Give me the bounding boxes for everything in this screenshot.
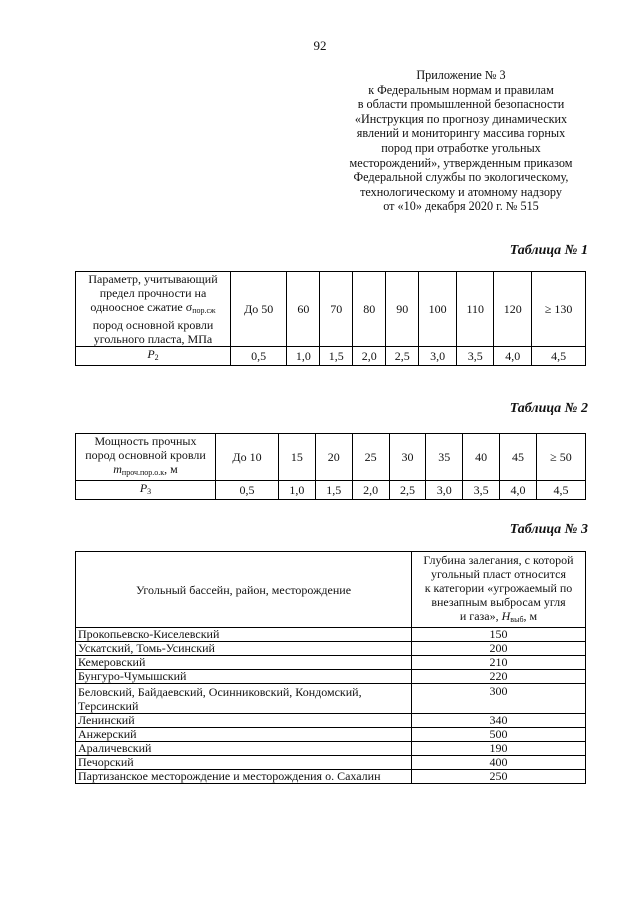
table2 [75,433,586,500]
table2-col-header: 45 [500,434,537,481]
header-subscript: пор.сж [192,306,216,315]
appendix-line: в области промышленной безопасности [357,97,565,112]
table3-col2-header [412,552,586,628]
table2-cell: 2,0 [352,481,389,500]
header-subscript: выб [510,614,524,624]
table3-row-name: Беловский, Байдаевский, Осинниковский, Кондомский, Терсинский [76,684,412,714]
table2-col-header: 35 [426,434,463,481]
table2-cell: 1,5 [315,481,352,500]
row-label-symbol: P [139,481,148,495]
table1-col-header: 100 [419,272,457,347]
table3-row-name: Печорский [76,756,412,770]
table1-col-header: 80 [353,272,386,347]
header-line: пород основной кровли [92,318,214,332]
table3-row-value: 190 [412,742,586,756]
header-line: внезапным выбросам угля [431,594,566,609]
header-line: Глубина залегания, с которой [423,552,574,567]
appendix-line: от «10» декабря 2020 г. № 515 [383,199,539,214]
table2-col-header: 25 [352,434,389,481]
table1-col-header: 60 [287,272,320,347]
page-number: 92 [313,38,327,53]
table1-cell: 2,0 [353,347,386,366]
table1-cell: 1,0 [287,347,320,366]
table1-cell: 3,0 [419,347,457,366]
header-line: угольный пласт относится [431,566,566,581]
header-symbol: m [113,462,122,476]
table3-col1-header: Угольный бассейн, район, месторождение [76,552,412,628]
header-line: пород основной кровли [85,448,206,462]
header-line: угольного пласта, МПа [93,332,213,346]
table1-col-header: 70 [320,272,353,347]
header-line: к категории «угрожаемый по [424,580,573,595]
header-subscript: проч.пор.о.к [121,468,165,477]
table2-col-header: ≥ 50 [536,434,585,481]
table3 [75,551,586,784]
table1 [75,271,586,366]
row-label-sub: 2 [154,353,159,362]
table3-row-value: 150 [412,628,586,642]
table2-header-label [76,434,216,481]
header-line: Параметр, учитывающий [88,272,218,286]
table1-header-label [76,272,231,347]
table1-cell: 0,5 [231,347,287,366]
table2-col-header: До 10 [216,434,279,481]
table1-col-header: 120 [494,272,532,347]
row-label-symbol: P [147,347,155,361]
table3-row-value: 220 [412,670,586,684]
table1-row-label [76,347,231,366]
table2-caption: Таблица № 2 [509,401,588,416]
table1-col-header: До 50 [231,272,287,347]
table2-cell: 4,5 [536,481,585,500]
table3-caption: Таблица № 3 [509,522,588,537]
table1-cell: 4,5 [532,347,586,366]
table2-col-header: 30 [389,434,426,481]
table3-row-value: 500 [412,728,586,742]
table1-col-header: 90 [386,272,419,347]
appendix-line: к Федеральным нормам и правилам [368,82,554,97]
appendix-line: Приложение № 3 [416,68,506,82]
appendix-line: пород при отработке угольных [381,140,541,155]
header-line: и газа», [459,608,502,623]
table3-row-name: Партизанское месторождение и месторождения о. Сахалин [76,770,412,784]
appendix-line: Федеральной службы по экологическому, [353,170,569,185]
table3-row-value: 210 [412,656,586,670]
table2-cell: 3,0 [426,481,463,500]
appendix-line: явлений и мониторингу массива горных [356,126,566,141]
table3-row-value: 340 [412,714,586,728]
header-line: Мощность прочных [94,434,197,448]
header-line: предел прочности на [99,286,207,300]
table3-row-name: Кемеровский [76,656,412,670]
table3-row-name: Ленинский [76,714,412,728]
table3-row-value: 300 [412,684,586,714]
table3-row-value: 250 [412,770,586,784]
table2-row-label [76,481,216,500]
table2-cell: 1,0 [279,481,316,500]
table3-row-name: Анжерский [76,728,412,742]
header-unit: , м [523,608,538,623]
table1-col-header: ≥ 130 [532,272,586,347]
table3-row-name: Прокопьевско-Киселевский [76,628,412,642]
table3-row-value: 200 [412,642,586,656]
appendix-line: технологическому и атомному надзору [360,184,562,199]
appendix-line: месторождений», утвержденным приказом [349,155,573,170]
table2-cell: 3,5 [463,481,500,500]
table1-cell: 3,5 [457,347,494,366]
table1-cell: 1,5 [320,347,353,366]
table1-cell: 2,5 [386,347,419,366]
table3-row-name: Араличевский [76,742,412,756]
appendix-header [330,68,592,214]
table3-row-name: Ускатский, Томь-Усинский [76,642,412,656]
table2-cell: 2,5 [389,481,426,500]
table2-col-header: 40 [463,434,500,481]
table1-col-header: 110 [457,272,494,347]
table3-row-name: Бунгуро-Чумышский [76,670,412,684]
table1-cell: 4,0 [494,347,532,366]
header-unit: , м [164,462,178,476]
table2-col-header: 20 [315,434,352,481]
table2-cell: 4,0 [500,481,537,500]
appendix-line: «Инструкция по прогнозу динамических [354,111,568,126]
header-line: одноосное сжатие σ [90,300,193,314]
table3-row-value: 400 [412,756,586,770]
header-symbol: H [501,608,511,623]
table2-cell: 0,5 [216,481,279,500]
table2-col-header: 15 [279,434,316,481]
table1-caption: Таблица № 1 [509,243,588,258]
row-label-sub: 3 [147,487,152,496]
